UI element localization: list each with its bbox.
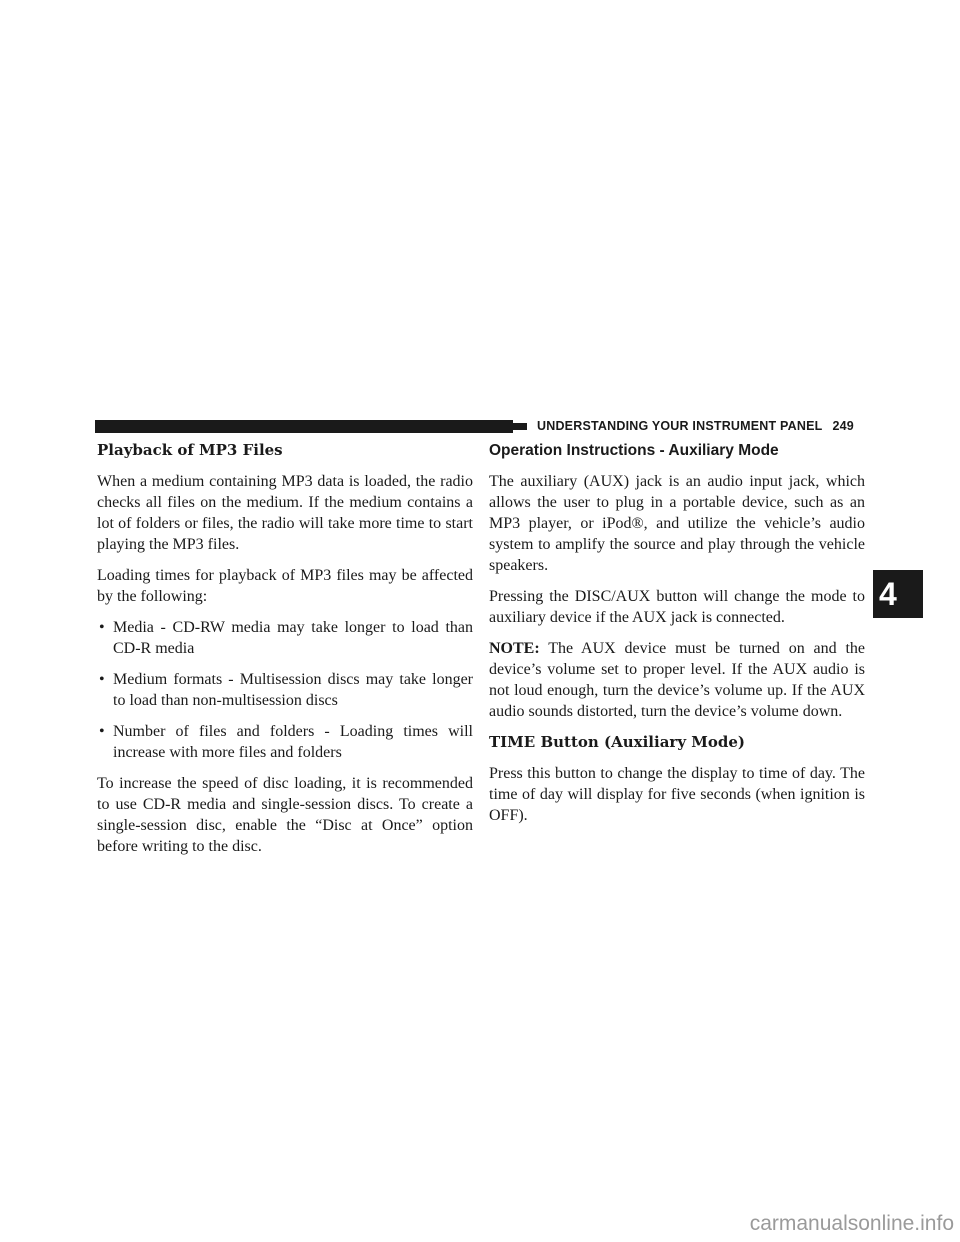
watermark-link[interactable]: carmanualsonline.info bbox=[749, 1212, 954, 1235]
paragraph: Loading times for playback of MP3 files may be affected by the following: bbox=[97, 567, 473, 605]
paragraph: To increase the speed of disc loading, it is recommended to use CD-R media and single-session discs. To create a single-session disc, enable the “Disc at Once” option before writing to the disc. bbox=[97, 775, 473, 855]
header-rule-end bbox=[513, 423, 527, 430]
running-header bbox=[537, 419, 854, 433]
list-item bbox=[97, 669, 473, 711]
note-text: The AUX device must be turned on and the device’s volume set to proper level. If the AUX audio is not loud enough, turn the device’s volume up. If the AUX audio sounds distorted, turn the device’s volume down. bbox=[489, 640, 865, 720]
paragraph: When a medium containing MP3 data is loaded, the radio checks all files on the medium. If the medium contains a lot of folders or files, the radio will take more time to start playing the MP3 files. bbox=[97, 473, 473, 553]
section-title: UNDERSTANDING YOUR INSTRUMENT PANEL bbox=[537, 419, 823, 433]
note-label: NOTE: bbox=[489, 640, 540, 657]
heading-playback-mp3: Playback of MP3 Files bbox=[97, 441, 283, 459]
paragraph: Pressing the DISC/AUX button will change the mode to auxiliary device if the AUX jack is connected. bbox=[489, 588, 865, 626]
note-paragraph bbox=[489, 638, 865, 722]
paragraph: Press this button to change the display to time of day. The time of day will display for five seconds (when ignition is OFF). bbox=[489, 765, 865, 824]
list-item bbox=[97, 721, 473, 763]
list-item bbox=[97, 617, 473, 659]
chapter-tab: 4 bbox=[873, 570, 923, 618]
header-rule bbox=[95, 420, 513, 433]
heading-auxiliary-mode: Operation Instructions - Auxiliary Mode bbox=[489, 442, 779, 459]
heading-time-button: TIME Button (Auxiliary Mode) bbox=[489, 733, 745, 751]
bullet-icon: • bbox=[99, 619, 105, 636]
list-item-text: Medium formats - Multisession discs may take longer to load than non-multisession discs bbox=[113, 671, 473, 709]
right-column bbox=[489, 440, 865, 836]
page-number: 249 bbox=[832, 419, 854, 433]
bullet-list bbox=[97, 617, 473, 763]
list-item-text: Media - CD-RW media may take longer to load than CD-R media bbox=[113, 619, 473, 657]
list-item-text: Number of files and folders - Loading times will increase with more files and folders bbox=[113, 723, 473, 761]
paragraph: The auxiliary (AUX) jack is an audio input jack, which allows the user to plug in a portable device, such as an MP3 player, or iPod®, and utilize the vehicle’s audio system to amplify the source and play through the vehicle speakers. bbox=[489, 473, 865, 574]
bullet-icon: • bbox=[99, 671, 105, 688]
bullet-icon: • bbox=[99, 723, 105, 740]
left-column bbox=[97, 440, 473, 867]
